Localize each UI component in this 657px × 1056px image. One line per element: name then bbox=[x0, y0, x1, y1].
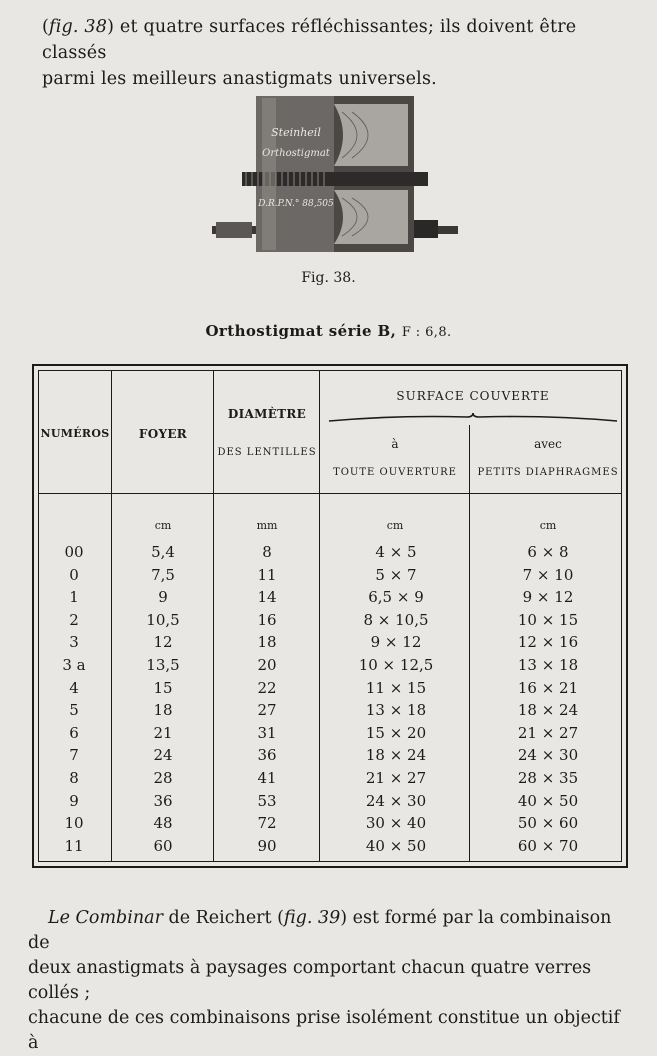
table-row bbox=[39, 566, 621, 588]
fig-reference: fig. 39 bbox=[283, 908, 341, 928]
product-name: Le Combinar bbox=[48, 908, 163, 928]
cell-foyer: 18 bbox=[153, 701, 173, 720]
header-foyer: FOYER bbox=[138, 427, 188, 441]
cell-toute-ouverture: 21 × 27 bbox=[365, 769, 427, 787]
cell-toute-ouverture: 6,5 × 9 bbox=[368, 588, 424, 607]
cell-diametre: 16 bbox=[257, 610, 277, 629]
cell-foyer: 21 bbox=[153, 723, 173, 742]
table-row bbox=[39, 701, 621, 723]
cell-toute-ouverture: 40 × 50 bbox=[365, 836, 427, 855]
top-paragraph: (fig. 38) et quatre surfaces réfléchissantes; ils doivent être classés parmi les meilleurs anastigmats universels. bbox=[42, 17, 577, 89]
cell-foyer: 24 bbox=[153, 746, 173, 765]
paragraph-line: deux anastigmats à paysages comportant chacun quatre verres collés ; bbox=[28, 958, 592, 1003]
cell-petits-diaphragmes: 12 × 16 bbox=[517, 633, 579, 652]
cell-toute-ouverture: 13 × 18 bbox=[365, 701, 427, 720]
cell-foyer: 15 bbox=[153, 678, 173, 697]
header-petits-diaphragmes: PETITS DIAPHRAGMES bbox=[477, 467, 619, 478]
cell-toute-ouverture: 15 × 20 bbox=[365, 723, 427, 742]
header-a: à bbox=[391, 437, 399, 451]
fig-reference: fig. 38 bbox=[49, 17, 108, 37]
cell-petits-diaphragmes: 13 × 18 bbox=[517, 656, 579, 674]
table-row bbox=[39, 588, 621, 610]
header-des-lentilles: DES LENTILLES bbox=[217, 447, 317, 458]
cell-foyer: 7,5 bbox=[151, 565, 175, 584]
lens-engraving bbox=[212, 92, 458, 256]
cell-numero: 11 bbox=[64, 836, 84, 855]
cell-foyer: 48 bbox=[153, 814, 173, 833]
cell-toute-ouverture: 4 × 5 bbox=[375, 543, 417, 561]
header-toute-ouverture: TOUTE OUVERTURE bbox=[333, 467, 457, 478]
cell-petits-diaphragmes: 28 × 35 bbox=[517, 769, 579, 787]
data-table bbox=[32, 364, 628, 868]
table-row bbox=[39, 792, 621, 814]
table-row bbox=[39, 769, 621, 791]
table-title-main: Orthostigmat série B, bbox=[205, 322, 397, 340]
cell-petits-diaphragmes: 21 × 27 bbox=[517, 723, 579, 742]
paragraph-line: chacune de ces combinaisons prise isolément constitue un objectif à bbox=[28, 1008, 620, 1053]
table-row bbox=[39, 656, 621, 678]
cell-diametre: 18 bbox=[257, 633, 277, 652]
cell-toute-ouverture: 5 × 7 bbox=[375, 565, 417, 584]
figure-caption: Fig. 38. bbox=[301, 270, 356, 286]
cell-numero: 4 bbox=[69, 678, 79, 697]
table-row bbox=[39, 814, 621, 836]
cell-numero: 7 bbox=[69, 746, 79, 765]
table-row bbox=[39, 679, 621, 701]
unit-foyer: cm bbox=[154, 519, 172, 532]
cell-diametre: 72 bbox=[257, 814, 277, 833]
cell-toute-ouverture: 18 × 24 bbox=[365, 746, 427, 765]
cell-numero: 2 bbox=[69, 610, 79, 629]
cell-petits-diaphragmes: 6 × 8 bbox=[527, 543, 569, 561]
cell-diametre: 11 bbox=[257, 565, 277, 584]
cell-numero: 9 bbox=[69, 791, 79, 810]
cell-foyer: 36 bbox=[153, 791, 173, 810]
cell-petits-diaphragmes: 18 × 24 bbox=[517, 701, 579, 720]
table-inner-border bbox=[38, 370, 622, 862]
unit-toute-ouverture: cm bbox=[386, 519, 404, 532]
cell-petits-diaphragmes: 24 × 30 bbox=[517, 746, 579, 765]
cell-petits-diaphragmes: 7 × 10 bbox=[522, 565, 574, 584]
header-rule bbox=[39, 493, 621, 494]
cell-numero: 6 bbox=[69, 723, 79, 742]
cell-diametre: 41 bbox=[257, 769, 277, 787]
cell-numero: 8 bbox=[69, 769, 79, 787]
cell-toute-ouverture: 9 × 12 bbox=[370, 633, 422, 652]
table-title-suffix: F : 6,8. bbox=[401, 325, 452, 340]
header-diametre: DIAMÈTRE bbox=[227, 407, 307, 421]
cell-diametre: 20 bbox=[257, 656, 277, 674]
engraving-line: D.R.P.N.° 88,505 bbox=[258, 199, 334, 209]
header-numeros: NUMÉROS bbox=[40, 427, 110, 440]
engraving-line: Orthostigmat bbox=[262, 148, 330, 159]
cell-diametre: 53 bbox=[257, 791, 277, 810]
table-row bbox=[39, 837, 621, 859]
cell-toute-ouverture: 11 × 15 bbox=[365, 678, 427, 697]
table-row bbox=[39, 724, 621, 746]
table-row bbox=[39, 543, 621, 565]
cell-toute-ouverture: 30 × 40 bbox=[365, 814, 427, 833]
table-row bbox=[39, 746, 621, 768]
cell-foyer: 5,4 bbox=[151, 543, 175, 561]
cell-numero: 00 bbox=[64, 543, 84, 561]
cell-petits-diaphragmes: 40 × 50 bbox=[517, 791, 579, 810]
cell-foyer: 60 bbox=[153, 836, 173, 855]
header-avec: avec bbox=[534, 437, 562, 451]
table-row bbox=[39, 633, 621, 655]
paragraph-line: parmi les meilleurs anastigmats universels. bbox=[42, 69, 437, 89]
table-title bbox=[0, 322, 657, 340]
cell-petits-diaphragmes: 16 × 21 bbox=[517, 678, 579, 697]
cell-diametre: 14 bbox=[257, 588, 277, 607]
cell-numero: 0 bbox=[69, 565, 79, 584]
header-brace bbox=[327, 411, 619, 425]
cell-numero: 1 bbox=[69, 588, 79, 607]
cell-foyer: 13,5 bbox=[146, 656, 180, 674]
cell-petits-diaphragmes: 50 × 60 bbox=[517, 814, 579, 833]
cell-diametre: 8 bbox=[262, 543, 272, 561]
cell-foyer: 12 bbox=[153, 633, 173, 652]
cell-toute-ouverture: 8 × 10,5 bbox=[363, 610, 429, 629]
cell-petits-diaphragmes: 10 × 15 bbox=[517, 610, 579, 629]
header-surface-couverte: SURFACE COUVERTE bbox=[396, 389, 550, 403]
cell-diametre: 27 bbox=[257, 701, 277, 720]
cell-toute-ouverture: 10 × 12,5 bbox=[358, 656, 434, 674]
cell-numero: 3 a bbox=[62, 656, 86, 674]
cell-numero: 10 bbox=[64, 814, 84, 833]
unit-diametre: mm bbox=[256, 519, 278, 532]
cell-foyer: 10,5 bbox=[146, 610, 180, 629]
cell-toute-ouverture: 24 × 30 bbox=[365, 791, 427, 810]
cell-foyer: 28 bbox=[153, 769, 173, 787]
cell-foyer: 9 bbox=[158, 588, 168, 607]
cell-petits-diaphragmes: 60 × 70 bbox=[517, 836, 579, 855]
table-row bbox=[39, 611, 621, 633]
cell-numero: 3 bbox=[69, 633, 79, 652]
cell-numero: 5 bbox=[69, 701, 79, 720]
engraving-line: Steinheil bbox=[271, 126, 321, 139]
unit-petits-diaphragmes: cm bbox=[539, 519, 557, 532]
cell-diametre: 36 bbox=[257, 746, 277, 765]
cell-petits-diaphragmes: 9 × 12 bbox=[522, 588, 574, 607]
cell-diametre: 31 bbox=[257, 723, 277, 742]
bottom-paragraph: Le Combinar de Reichert (fig. 39) est formé par la combinaison de deux anastigmats à paysages comportant chacun quatre verres collés ; chacune de ces combinaisons prise isolément constitue un objectif à bbox=[28, 908, 620, 1053]
cell-diametre: 22 bbox=[257, 678, 277, 697]
cell-diametre: 90 bbox=[257, 836, 277, 855]
